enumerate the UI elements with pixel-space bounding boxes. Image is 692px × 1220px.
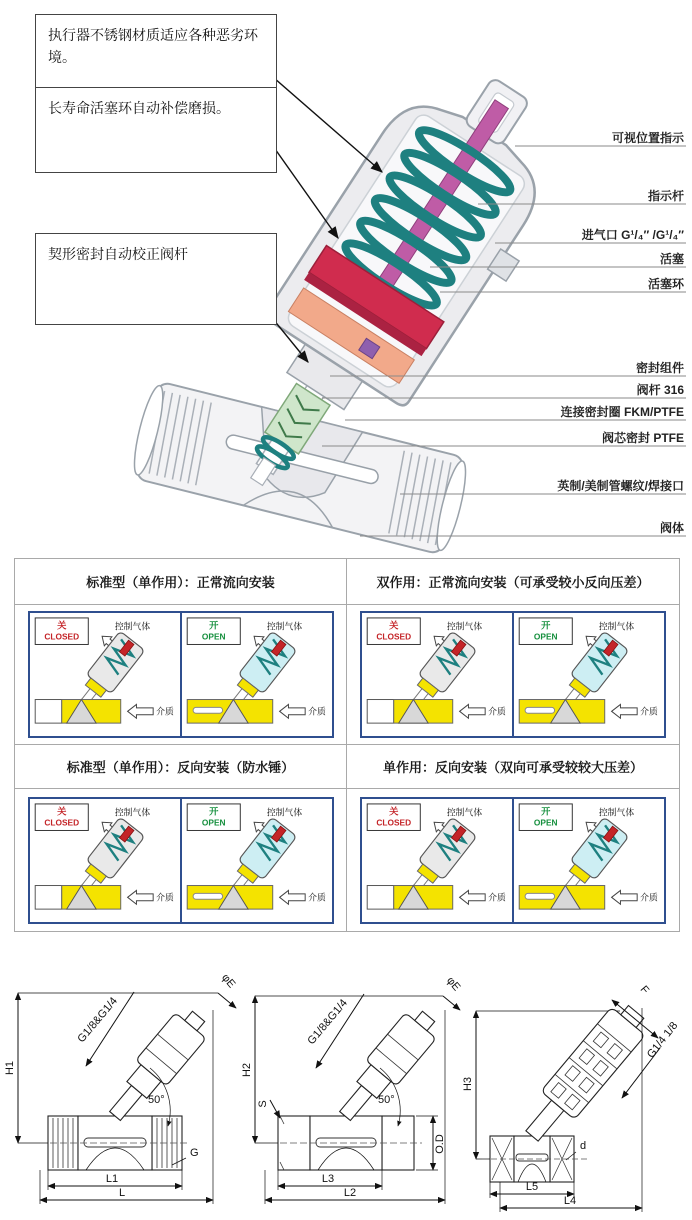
control-air-label: 控制气体	[114, 807, 150, 818]
valve-open-svg	[183, 614, 331, 730]
closed-state-diagram	[362, 613, 512, 736]
media-label: 介质	[640, 706, 658, 717]
media-arrow-icon	[127, 890, 153, 904]
dim-l4: L4	[563, 1195, 577, 1207]
state-open-cn: 开	[541, 620, 551, 631]
mini-body-closed	[35, 885, 121, 909]
callout-piston-ring: 长寿命活塞环自动补偿磨损。	[35, 87, 277, 173]
dim-air-b: G1/8&G1/4	[305, 997, 350, 1048]
part-label-indicator-stem: 指示杆	[647, 189, 684, 203]
open-state-diagram	[180, 613, 332, 736]
dim-h3: H3	[462, 1076, 474, 1092]
valve-closed-svg	[363, 614, 511, 730]
install-diagram-pair	[28, 611, 334, 738]
state-closed-cn: 关	[56, 806, 66, 817]
media-label: 介质	[155, 891, 174, 902]
state-closed-en: CLOSED	[376, 631, 412, 642]
actuator-a	[100, 1004, 214, 1129]
part-label-position-indicator: 可视位置指示	[611, 131, 684, 145]
closed-state-diagram	[30, 799, 180, 922]
media-label: 介质	[307, 891, 326, 902]
actuator-c	[515, 998, 653, 1150]
valve-state-pair	[360, 611, 666, 738]
mini-body-closed	[367, 885, 453, 909]
dim-l5: L5	[525, 1181, 539, 1193]
control-air-label: 控制气体	[266, 807, 302, 818]
control-air-label: 控制气体	[446, 621, 483, 632]
valve-open-svg	[183, 800, 331, 916]
media-label: 介质	[155, 706, 174, 717]
state-open-en: OPEN	[201, 817, 226, 828]
part-label-piston: 活塞	[659, 252, 684, 266]
dim-air-c: G1/4 1/8	[644, 1019, 681, 1061]
dim-l1: L1	[105, 1173, 119, 1185]
valve-state-pair	[28, 611, 334, 738]
install-cell-2	[347, 605, 679, 745]
part-label-valve-body: 阀体	[659, 521, 684, 535]
install-header-2: 双作用：正常流向安装（可承受较小反向压差）	[347, 559, 679, 605]
part-label-seal-assembly: 密封组件	[635, 361, 684, 375]
valve-state-pair	[360, 797, 666, 924]
install-diagram-pair	[360, 797, 666, 924]
callout-wedge-seal: 契形密封自动校正阀杆	[35, 233, 277, 325]
install-header-4: 单作用：反向安装（双向可承受较较大压差）	[347, 745, 679, 789]
media-label: 介质	[307, 706, 326, 717]
media-arrow-icon	[612, 890, 638, 904]
dim-bore-d: d	[580, 1140, 587, 1152]
mini-body-open	[519, 885, 605, 909]
dimension-drawing-weld	[241, 975, 463, 1204]
actuator-b	[330, 1004, 444, 1129]
state-closed-en: CLOSED	[376, 817, 412, 828]
open-state-diagram	[512, 799, 664, 922]
media-arrow-icon	[279, 890, 305, 904]
install-diagram-pair	[28, 797, 334, 924]
install-cell-3	[15, 789, 347, 931]
control-air-label: 控制气体	[114, 621, 150, 632]
valve-open-svg	[515, 800, 663, 916]
media-arrow-icon	[127, 704, 153, 718]
callout-actuator-material: 执行器不锈钢材质适应各种恶劣环境。	[35, 14, 277, 104]
mini-body-open	[519, 700, 605, 724]
state-open-cn: 开	[208, 806, 218, 817]
state-open-en: OPEN	[533, 631, 558, 642]
dim-l3: L3	[321, 1173, 335, 1185]
dim-dia-f: F	[637, 983, 652, 997]
state-open-en: OPEN	[533, 817, 558, 828]
state-open-cn: 开	[541, 806, 551, 817]
media-arrow-icon	[460, 890, 486, 904]
state-closed-cn: 关	[389, 620, 399, 631]
install-cell-4	[347, 789, 679, 931]
valve-closed-svg	[31, 614, 179, 730]
dim-angle-a: 50°	[148, 1094, 165, 1106]
valve-open-svg	[515, 614, 663, 730]
dim-h1: H1	[4, 1060, 16, 1076]
dim-dia-a: φE	[219, 971, 238, 991]
install-cell-1	[15, 605, 347, 745]
install-header-1: 标准型（单作用）：正常流向安装	[15, 559, 347, 605]
part-label-connection-seal: 连接密封圈 FKM/PTFE	[560, 405, 684, 419]
dim-angle-b: 50°	[378, 1094, 395, 1106]
state-closed-cn: 关	[389, 806, 399, 817]
body-c	[482, 1136, 587, 1182]
media-arrow-icon	[612, 704, 638, 718]
dimension-drawings	[0, 948, 692, 1220]
dim-l: L	[118, 1187, 126, 1199]
mini-body-closed	[367, 700, 453, 724]
mini-body-closed	[35, 700, 121, 724]
closed-state-diagram	[30, 613, 180, 736]
valve-state-pair	[28, 797, 334, 924]
dimension-drawing-clamp	[462, 984, 680, 1212]
state-closed-en: CLOSED	[43, 817, 79, 828]
dim-l2: L2	[343, 1187, 357, 1199]
media-label: 介质	[640, 891, 658, 902]
media-arrow-icon	[279, 704, 305, 718]
body-b	[270, 1116, 422, 1170]
installation-table	[14, 558, 680, 932]
dim-air-a: G1/8&G1/4	[75, 995, 120, 1046]
state-closed-en: CLOSED	[43, 631, 79, 642]
state-closed-cn: 关	[56, 620, 66, 631]
dim-wall-s: S	[257, 1100, 269, 1108]
dim-od: O.D	[434, 1134, 446, 1154]
dimension-drawing-threaded	[4, 972, 238, 1204]
media-label: 介质	[488, 891, 506, 902]
body-a	[40, 1116, 190, 1170]
control-air-label: 控制气体	[598, 807, 635, 818]
part-label-air-inlet: 进气口 G¹/₄″ /G¹/₄″	[581, 228, 684, 242]
part-label-pipe-thread: 英制/美制管螺纹/焊接口	[557, 479, 684, 493]
valve-closed-svg	[31, 800, 179, 916]
media-arrow-icon	[460, 704, 486, 718]
state-open-en: OPEN	[201, 631, 226, 642]
mini-body-open	[187, 885, 273, 909]
state-open-cn: 开	[208, 620, 218, 631]
dim-dia-b: φE	[444, 974, 463, 994]
dim-h2: H2	[241, 1062, 253, 1078]
closed-state-diagram	[362, 799, 512, 922]
control-air-label: 控制气体	[446, 807, 483, 818]
part-label-stem-316: 阀杆 316	[636, 383, 684, 397]
install-diagram-pair	[360, 611, 666, 738]
part-label-piston-ring: 活塞环	[647, 277, 684, 291]
dim-thread-a: G	[190, 1147, 199, 1159]
control-air-label: 控制气体	[266, 621, 302, 632]
media-label: 介质	[488, 706, 506, 717]
control-air-label: 控制气体	[598, 621, 635, 632]
mini-body-open	[187, 700, 273, 724]
valve-closed-svg	[363, 800, 511, 916]
open-state-diagram	[180, 799, 332, 922]
install-header-3: 标准型（单作用）：反向安装（防水锤）	[15, 745, 347, 789]
part-label-plug-seal: 阀芯密封 PTFE	[601, 431, 684, 445]
open-state-diagram	[512, 613, 664, 736]
